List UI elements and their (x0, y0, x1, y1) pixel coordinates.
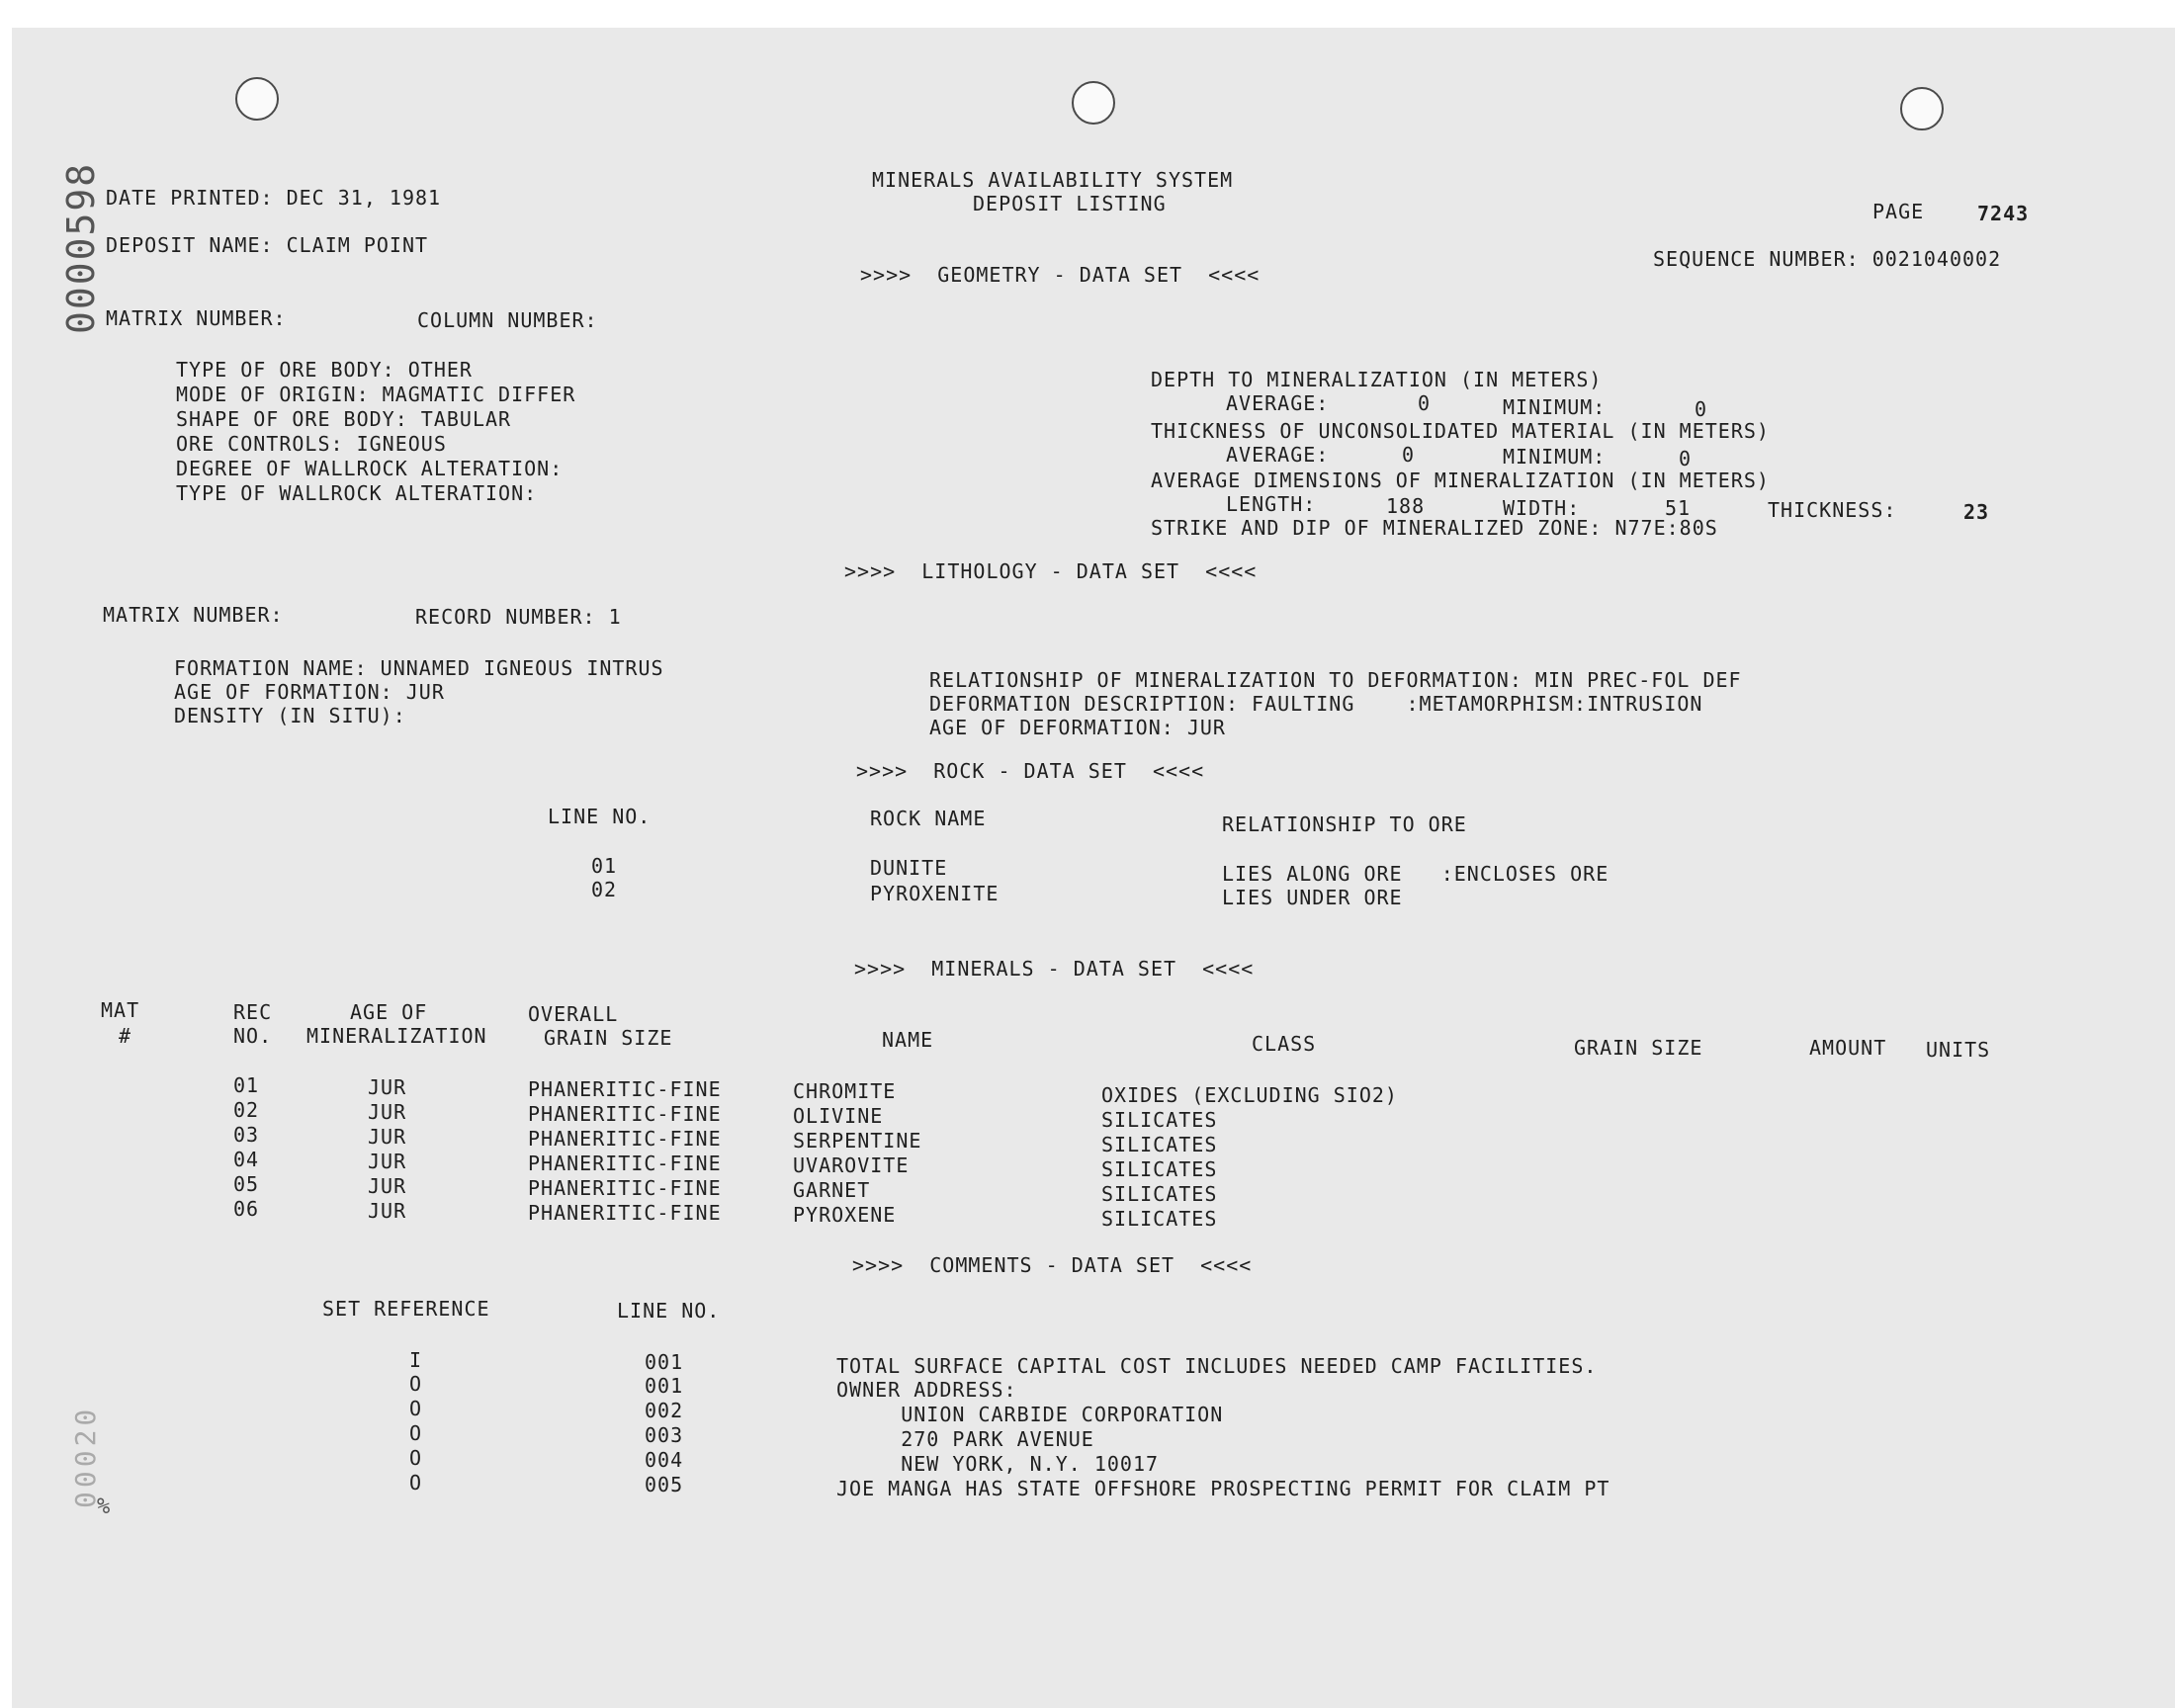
printout-sheet (12, 28, 2175, 1708)
mineral-age: JUR (368, 1125, 407, 1149)
mineral-grain: PHANERITIC-FINE (528, 1176, 722, 1200)
depth-average-value: 0 (1418, 391, 1432, 415)
comment-text: NEW YORK, N.Y. 10017 (836, 1452, 1160, 1476)
mineral-class: SILICATES (1101, 1182, 1218, 1206)
formation-name: FORMATION NAME: UNNAMED IGNEOUS INTRUS (174, 656, 664, 680)
mineral-name: CHROMITE (793, 1079, 897, 1103)
mineral-age: JUR (368, 1100, 407, 1124)
deposit-name: DEPOSIT NAME: CLAIM POINT (106, 233, 429, 257)
comment-text: OWNER ADDRESS: (836, 1378, 1017, 1402)
thickness-label: THICKNESS: (1768, 498, 1897, 522)
mineral-age: JUR (368, 1075, 407, 1099)
mineral-rec-no: 02 (233, 1098, 260, 1122)
rock-col-line-no: LINE NO. (548, 805, 652, 828)
comment-line-no: 001 (645, 1350, 684, 1374)
mineral-class: SILICATES (1101, 1133, 1218, 1156)
minerals-col-mat: MAT (101, 998, 140, 1022)
comment-text: 270 PARK AVENUE (836, 1427, 1094, 1451)
mineral-rec-no: 04 (233, 1148, 260, 1171)
rock-row-name: PYROXENITE (870, 882, 1000, 905)
minerals-col-units: UNITS (1926, 1038, 1991, 1062)
minerals-section-header: >>>> MINERALS - DATA SET <<<< (854, 957, 1255, 981)
mineral-class: SILICATES (1101, 1108, 1218, 1132)
mineral-grain: PHANERITIC-FINE (528, 1201, 722, 1225)
strike-and-dip: STRIKE AND DIP OF MINERALIZED ZONE: N77E:80S (1151, 516, 1718, 540)
width-label: WIDTH: (1503, 496, 1581, 520)
mineral-grain: PHANERITIC-FINE (528, 1102, 722, 1126)
mineral-rec-no: 06 (233, 1197, 260, 1221)
comment-line-no: 004 (645, 1448, 684, 1472)
comment-line-no: 001 (645, 1374, 684, 1398)
minerals-col-mat-hash: # (119, 1024, 132, 1048)
comments-section-header: >>>> COMMENTS - DATA SET <<<< (852, 1253, 1253, 1277)
comments-col-set-reference: SET REFERENCE (322, 1297, 490, 1321)
geometry-line: TYPE OF WALLROCK ALTERATION: (176, 481, 538, 505)
geometry-column-number: COLUMN NUMBER: (417, 308, 598, 332)
mineral-class: SILICATES (1101, 1207, 1218, 1231)
mineral-name: GARNET (793, 1178, 871, 1202)
thickness-average-value: 0 (1402, 443, 1416, 467)
mineral-name: OLIVINE (793, 1104, 884, 1128)
comments-col-line-no: LINE NO. (617, 1299, 721, 1323)
bottom-stamp-number: 00020 (69, 1405, 102, 1508)
depth-average-label: AVERAGE: (1226, 391, 1330, 415)
comment-text: JOE MANGA HAS STATE OFFSHORE PROSPECTING PERMIT FOR CLAIM PT (836, 1477, 1610, 1500)
punch-hole-right (1900, 87, 1944, 130)
width-value: 51 (1665, 496, 1692, 520)
deformation-description: DEFORMATION DESCRIPTION: FAULTING :METAMORPHISM:INTRUSION (929, 692, 1703, 716)
rock-row-name: DUNITE (870, 856, 948, 880)
comment-line-no: 005 (645, 1473, 684, 1496)
rock-col-rock-name: ROCK NAME (870, 807, 987, 830)
listing-title: DEPOSIT LISTING (973, 192, 1167, 215)
page-number: 7243 (1977, 202, 2030, 225)
depth-minimum-label: MINIMUM: (1503, 395, 1607, 419)
mineral-name: UVAROVITE (793, 1153, 910, 1177)
comment-set-reference: O (409, 1397, 423, 1420)
lithology-matrix-number: MATRIX NUMBER: (103, 603, 284, 627)
minerals-col-rec: REC (233, 1000, 273, 1024)
length-label: LENGTH: (1226, 492, 1317, 516)
minerals-col-overall: OVERALL (528, 1002, 619, 1026)
mineralization-deformation-relationship: RELATIONSHIP OF MINERALIZATION TO DEFORMATION: MIN PREC-FOL DEF (929, 668, 1742, 692)
rock-col-relationship: RELATIONSHIP TO ORE (1222, 812, 1467, 836)
geometry-line: ORE CONTROLS: IGNEOUS (176, 432, 447, 456)
geometry-line: SHAPE OF ORE BODY: TABULAR (176, 407, 512, 431)
punch-hole-center (1072, 81, 1115, 125)
comment-set-reference: O (409, 1446, 423, 1470)
thickness-minimum-value: 0 (1679, 447, 1693, 470)
mineral-rec-no: 05 (233, 1172, 260, 1196)
length-value: 188 (1386, 494, 1426, 518)
rock-row-relationship: LIES ALONG ORE :ENCLOSES ORE (1222, 862, 1610, 886)
comment-set-reference: O (409, 1372, 423, 1396)
geometry-line: TYPE OF ORE BODY: OTHER (176, 358, 473, 382)
minerals-col-rec-no: NO. (233, 1024, 273, 1048)
mineral-grain: PHANERITIC-FINE (528, 1152, 722, 1175)
mineral-grain: PHANERITIC-FINE (528, 1127, 722, 1151)
geometry-line: DEGREE OF WALLROCK ALTERATION: (176, 457, 564, 480)
rock-row-line: 01 (591, 854, 618, 878)
rock-section-header: >>>> ROCK - DATA SET <<<< (856, 759, 1205, 783)
lithology-record-number: RECORD NUMBER: 1 (415, 605, 622, 629)
minerals-col-amount: AMOUNT (1809, 1036, 1887, 1060)
comment-set-reference: I (409, 1348, 423, 1372)
comment-set-reference: O (409, 1421, 423, 1445)
age-of-formation: AGE OF FORMATION: JUR (174, 680, 445, 704)
thickness-minimum-label: MINIMUM: (1503, 445, 1607, 469)
geometry-line: MODE OF ORIGIN: MAGMATIC DIFFER (176, 383, 576, 406)
mineral-rec-no: 03 (233, 1123, 260, 1147)
dimensions-title: AVERAGE DIMENSIONS OF MINERALIZATION (IN METERS) (1151, 469, 1770, 492)
mineral-class: SILICATES (1101, 1157, 1218, 1181)
date-printed: DATE PRINTED: DEC 31, 1981 (106, 186, 442, 210)
thickness-value: 23 (1963, 500, 1990, 524)
mineral-rec-no: 01 (233, 1073, 260, 1097)
minerals-col-name: NAME (882, 1028, 934, 1052)
comment-text: TOTAL SURFACE CAPITAL COST INCLUDES NEEDED CAMP FACILITIES. (836, 1354, 1598, 1378)
punch-hole-left (235, 77, 279, 121)
comment-text: UNION CARBIDE CORPORATION (836, 1403, 1224, 1426)
mineral-class: OXIDES (EXCLUDING SIO2) (1101, 1083, 1398, 1107)
depth-title: DEPTH TO MINERALIZATION (IN METERS) (1151, 368, 1603, 391)
comment-line-no: 002 (645, 1399, 684, 1422)
rock-row-relationship: LIES UNDER ORE (1222, 886, 1403, 909)
geometry-matrix-number: MATRIX NUMBER: (106, 306, 287, 330)
mineral-age: JUR (368, 1199, 407, 1223)
lithology-section-header: >>>> LITHOLOGY - DATA SET <<<< (844, 559, 1258, 583)
depth-minimum-value: 0 (1695, 397, 1708, 421)
system-title: MINERALS AVAILABILITY SYSTEM (872, 168, 1234, 192)
mineral-grain: PHANERITIC-FINE (528, 1077, 722, 1101)
rock-row-line: 02 (591, 878, 618, 901)
comment-set-reference: O (409, 1471, 423, 1494)
sequence-number: SEQUENCE NUMBER: 0021040002 (1653, 247, 2002, 271)
page-label: PAGE (1872, 200, 1925, 223)
geometry-section-header: >>>> GEOMETRY - DATA SET <<<< (860, 263, 1261, 287)
age-of-deformation: AGE OF DEFORMATION: JUR (929, 716, 1226, 739)
mineral-age: JUR (368, 1174, 407, 1198)
mineral-name: SERPENTINE (793, 1129, 922, 1153)
minerals-col-age-mineralization: MINERALIZATION (306, 1024, 487, 1048)
mineral-name: PYROXENE (793, 1203, 897, 1227)
comment-line-no: 003 (645, 1423, 684, 1447)
thickness-title: THICKNESS OF UNCONSOLIDATED MATERIAL (IN METERS) (1151, 419, 1770, 443)
percent-mark: % (97, 1494, 111, 1519)
thickness-average-label: AVERAGE: (1226, 443, 1330, 467)
minerals-col-grain-size: GRAIN SIZE (1574, 1036, 1703, 1060)
minerals-col-class: CLASS (1252, 1032, 1317, 1056)
mineral-age: JUR (368, 1150, 407, 1173)
side-stamp-number: 0000598 (59, 161, 103, 334)
minerals-col-overall-grain-size: GRAIN SIZE (544, 1026, 673, 1050)
density-in-situ: DENSITY (IN SITU): (174, 704, 406, 727)
minerals-col-age: AGE OF (350, 1000, 428, 1024)
